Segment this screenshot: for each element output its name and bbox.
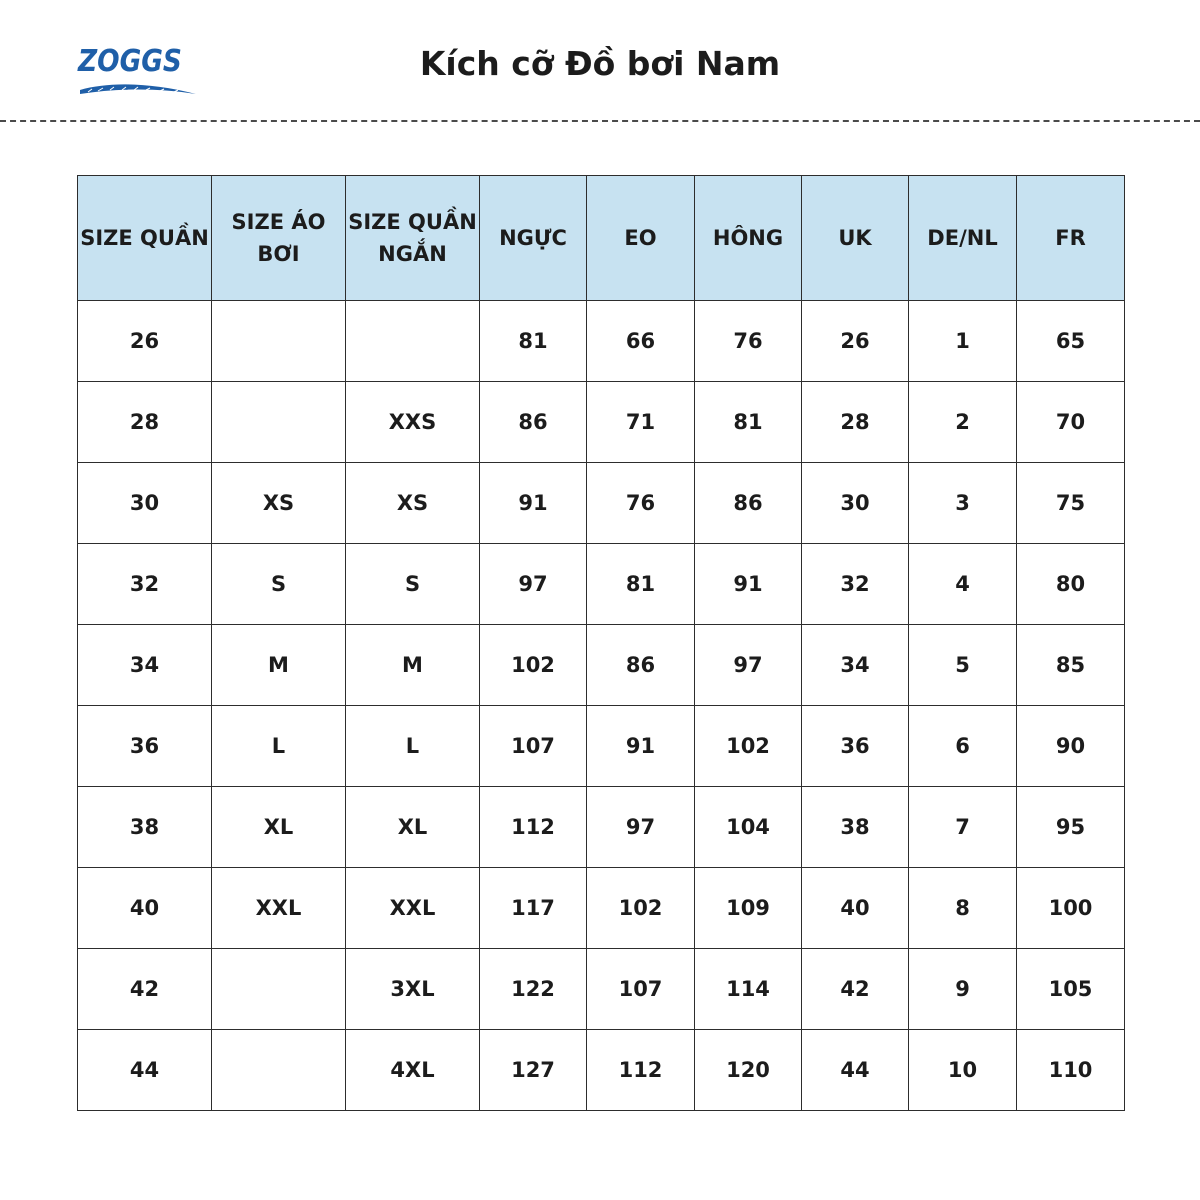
column-header-nguc: NGỰC xyxy=(480,176,587,301)
table-cell-size-quan: 34 xyxy=(78,625,212,706)
table-cell-size-quan: 26 xyxy=(78,301,212,382)
table-cell-size-quan: 36 xyxy=(78,706,212,787)
table-body xyxy=(78,301,1125,1111)
table-cell-nguc: 102 xyxy=(480,625,587,706)
table-cell-eo: 76 xyxy=(587,463,695,544)
table-cell-uk: 34 xyxy=(802,625,909,706)
table-cell-de-nl: 2 xyxy=(909,382,1017,463)
table-cell-hong: 81 xyxy=(695,382,802,463)
table-cell-fr: 70 xyxy=(1017,382,1125,463)
table-cell-de-nl: 8 xyxy=(909,868,1017,949)
table-cell-de-nl: 3 xyxy=(909,463,1017,544)
table-cell-de-nl: 6 xyxy=(909,706,1017,787)
table-cell-hong: 97 xyxy=(695,625,802,706)
table-cell-hong: 86 xyxy=(695,463,802,544)
column-header-size-quan-ngan: SIZE QUẦN NGẮN xyxy=(346,176,480,301)
table-cell-nguc: 81 xyxy=(480,301,587,382)
table-cell-nguc: 97 xyxy=(480,544,587,625)
table-cell-size-quan-ngan: 4XL xyxy=(346,1030,480,1111)
table-cell-eo: 81 xyxy=(587,544,695,625)
page-title: Kích cỡ Đồ bơi Nam xyxy=(419,44,781,83)
table-cell-uk: 36 xyxy=(802,706,909,787)
table-cell-size-quan-ngan: XS xyxy=(346,463,480,544)
table-cell-hong: 102 xyxy=(695,706,802,787)
table-cell-size-ao-boi xyxy=(212,1030,346,1111)
column-header-eo: EO xyxy=(587,176,695,301)
page-header xyxy=(0,0,1200,120)
table-cell-size-quan: 38 xyxy=(78,787,212,868)
table-cell-eo: 66 xyxy=(587,301,695,382)
table-row xyxy=(78,625,1125,706)
table-cell-de-nl: 5 xyxy=(909,625,1017,706)
table-row xyxy=(78,301,1125,382)
table-cell-de-nl: 4 xyxy=(909,544,1017,625)
table-cell-eo: 86 xyxy=(587,625,695,706)
table-cell-uk: 44 xyxy=(802,1030,909,1111)
table-cell-hong: 76 xyxy=(695,301,802,382)
table-cell-eo: 107 xyxy=(587,949,695,1030)
table-cell-size-quan-ngan: S xyxy=(346,544,480,625)
table-cell-eo: 97 xyxy=(587,787,695,868)
table-cell-uk: 42 xyxy=(802,949,909,1030)
table-cell-nguc: 112 xyxy=(480,787,587,868)
table-cell-uk: 30 xyxy=(802,463,909,544)
table-cell-size-quan-ngan: M xyxy=(346,625,480,706)
table-cell-eo: 71 xyxy=(587,382,695,463)
table-cell-nguc: 107 xyxy=(480,706,587,787)
table-cell-uk: 32 xyxy=(802,544,909,625)
table-row xyxy=(78,1030,1125,1111)
table-cell-nguc: 86 xyxy=(480,382,587,463)
table-cell-hong: 91 xyxy=(695,544,802,625)
table-cell-uk: 38 xyxy=(802,787,909,868)
table-cell-size-ao-boi: XXL xyxy=(212,868,346,949)
table-row xyxy=(78,463,1125,544)
table-row xyxy=(78,544,1125,625)
table-cell-fr: 65 xyxy=(1017,301,1125,382)
table-cell-nguc: 122 xyxy=(480,949,587,1030)
table-cell-nguc: 127 xyxy=(480,1030,587,1111)
table-cell-uk: 28 xyxy=(802,382,909,463)
table-cell-size-ao-boi: S xyxy=(212,544,346,625)
table-cell-de-nl: 7 xyxy=(909,787,1017,868)
table-cell-size-quan: 42 xyxy=(78,949,212,1030)
table-cell-size-ao-boi xyxy=(212,301,346,382)
table-cell-size-ao-boi: M xyxy=(212,625,346,706)
table-cell-size-quan-ngan: XXL xyxy=(346,868,480,949)
table-cell-nguc: 91 xyxy=(480,463,587,544)
table-cell-de-nl: 9 xyxy=(909,949,1017,1030)
table-cell-hong: 104 xyxy=(695,787,802,868)
table-cell-size-quan: 40 xyxy=(78,868,212,949)
size-chart-table xyxy=(77,175,1125,1111)
column-header-uk: UK xyxy=(802,176,909,301)
table-cell-fr: 105 xyxy=(1017,949,1125,1030)
table-cell-size-quan: 44 xyxy=(78,1030,212,1111)
table-cell-uk: 40 xyxy=(802,868,909,949)
table-cell-de-nl: 10 xyxy=(909,1030,1017,1111)
table-row xyxy=(78,787,1125,868)
table-cell-eo: 102 xyxy=(587,868,695,949)
table-cell-fr: 95 xyxy=(1017,787,1125,868)
column-header-de-nl: DE/NL xyxy=(909,176,1017,301)
table-cell-size-quan: 32 xyxy=(78,544,212,625)
table-cell-fr: 100 xyxy=(1017,868,1125,949)
table-cell-size-ao-boi xyxy=(212,382,346,463)
table-cell-size-quan-ngan: XXS xyxy=(346,382,480,463)
column-header-size-ao-boi: SIZE ÁO BƠI xyxy=(212,176,346,301)
table-cell-fr: 90 xyxy=(1017,706,1125,787)
table-cell-fr: 75 xyxy=(1017,463,1125,544)
table-cell-hong: 109 xyxy=(695,868,802,949)
dashed-divider xyxy=(0,120,1200,122)
column-header-hong: HÔNG xyxy=(695,176,802,301)
table-row xyxy=(78,949,1125,1030)
table-cell-size-ao-boi xyxy=(212,949,346,1030)
table-cell-de-nl: 1 xyxy=(909,301,1017,382)
table-cell-fr: 85 xyxy=(1017,625,1125,706)
table-cell-size-quan: 30 xyxy=(78,463,212,544)
table-cell-hong: 114 xyxy=(695,949,802,1030)
column-header-fr: FR xyxy=(1017,176,1125,301)
table-cell-size-quan: 28 xyxy=(78,382,212,463)
table-header-row xyxy=(78,176,1125,301)
logo-wordmark: ZOGGS xyxy=(78,44,182,79)
table-cell-fr: 110 xyxy=(1017,1030,1125,1111)
table-row xyxy=(78,382,1125,463)
table-cell-size-quan-ngan: XL xyxy=(346,787,480,868)
table-cell-fr: 80 xyxy=(1017,544,1125,625)
table-cell-size-ao-boi: L xyxy=(212,706,346,787)
table-cell-uk: 26 xyxy=(802,301,909,382)
table-row xyxy=(78,868,1125,949)
table-cell-size-quan-ngan: L xyxy=(346,706,480,787)
table-cell-eo: 91 xyxy=(587,706,695,787)
table-cell-eo: 112 xyxy=(587,1030,695,1111)
table-cell-size-ao-boi: XS xyxy=(212,463,346,544)
table-cell-size-ao-boi: XL xyxy=(212,787,346,868)
table-cell-nguc: 117 xyxy=(480,868,587,949)
table-row xyxy=(78,706,1125,787)
table-cell-size-quan-ngan xyxy=(346,301,480,382)
table-cell-size-quan-ngan: 3XL xyxy=(346,949,480,1030)
column-header-size-quan: SIZE QUẦN xyxy=(78,176,212,301)
table-cell-hong: 120 xyxy=(695,1030,802,1111)
